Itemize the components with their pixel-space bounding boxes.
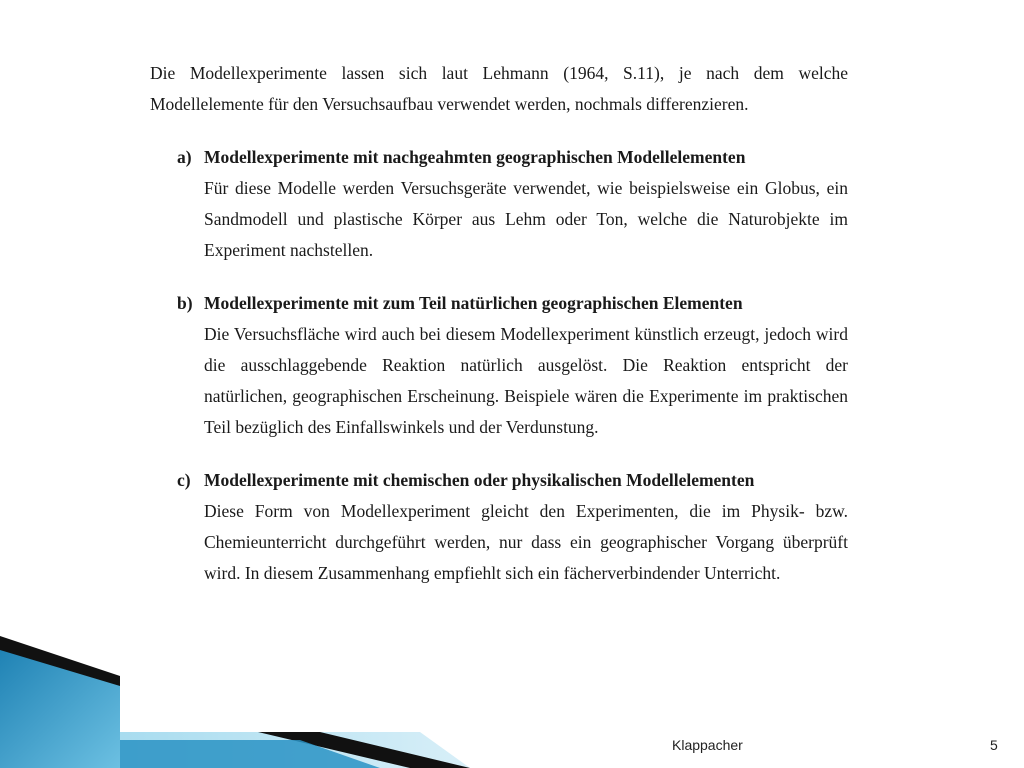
section-heading bbox=[177, 465, 848, 496]
section-title: Modellexperimente mit nachgeahmten geographischen Modellelementen bbox=[204, 147, 746, 167]
section-title: Modellexperimente mit chemischen oder physikalischen Modellelementen bbox=[204, 470, 755, 490]
footer-author: Klappacher bbox=[672, 737, 743, 753]
section-body: Für diese Modelle werden Versuchsgeräte verwendet, wie beispielsweise ein Globus, ein Sandmodell und plastische Körper aus Lehm oder Ton, welche die Naturobjekte im Experiment nachstellen. bbox=[204, 178, 848, 260]
section-body: Diese Form von Modellexperiment gleicht den Experimenten, die im Physik- bzw. Chemieunterricht durchgeführt werden, nur dass ein geographischer Vorgang überprüft wird. In diesem Zusammenhang empfiehlt sich ein fächerverbindender Unterricht. bbox=[204, 501, 848, 583]
section-letter: a) bbox=[177, 147, 192, 167]
document-text bbox=[150, 58, 848, 589]
intro-paragraph: Die Modellexperimente lassen sich laut Lehmann (1964, S.11), je nach dem welche Modellelemente für den Versuchsaufbau verwendet werden, nochmals differenzieren. bbox=[150, 63, 848, 114]
section-letter: c) bbox=[177, 470, 191, 490]
section-body: Die Versuchsfläche wird auch bei diesem Modellexperiment künstlich erzeugt, jedoch wird die ausschlaggebende Reaktion natürlich ausgelöst. Die Reaktion entspricht der natürlichen, geographischen Erscheinung. Beispiele wären die Experimente im praktischen Teil bezüglich des Einfallswinkels und der Verdunstung. bbox=[204, 324, 848, 437]
section-a bbox=[150, 142, 848, 266]
section-c bbox=[150, 465, 848, 589]
section-heading bbox=[177, 142, 848, 173]
section-title: Modellexperimente mit zum Teil natürlichen geographischen Elementen bbox=[204, 293, 743, 313]
section-letter: b) bbox=[177, 293, 193, 313]
section-b bbox=[150, 288, 848, 443]
section-heading bbox=[177, 288, 848, 319]
page-number: 5 bbox=[990, 737, 998, 753]
